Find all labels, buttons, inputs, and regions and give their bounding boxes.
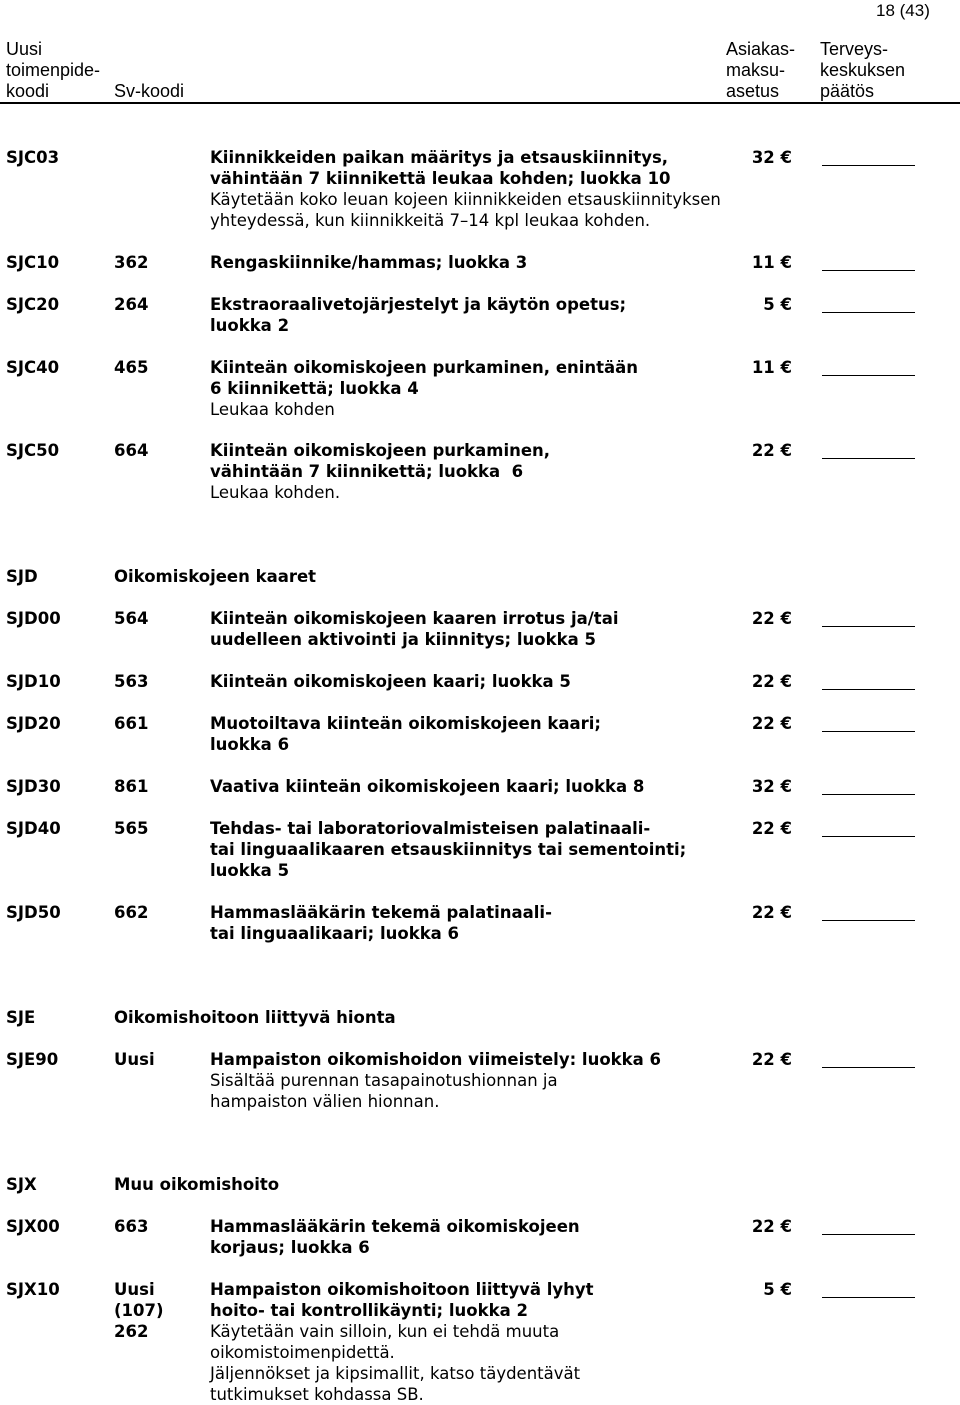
section-code: SJX [6, 1175, 37, 1194]
header-sv-code: Sv-koodi [114, 81, 185, 101]
decision-blank-line [822, 731, 915, 732]
desc-line: luokka 2 [210, 316, 290, 335]
desc-line: tai linguaalikaaren etsauskiinnitys tai sementointi; [210, 840, 687, 859]
header-rule [0, 102, 960, 104]
fee: 22 € [751, 903, 792, 922]
desc-note-line: Jäljennökset ja kipsimallit, katso täydentävät [210, 1364, 581, 1383]
sv-code: 663 [114, 1217, 149, 1236]
desc-line: tai linguaalikaari; luokka 6 [210, 924, 460, 943]
procedure-code: SJD10 [6, 672, 61, 691]
desc-line: luokka 5 [210, 861, 290, 880]
procedure-description [210, 1216, 760, 1258]
decision-blank-line [822, 689, 915, 690]
procedure-description [210, 1279, 760, 1405]
procedure-code: SJC10 [6, 253, 60, 272]
desc-line: hoito- tai kontrollikäynti; luokka 2 [210, 1301, 528, 1320]
procedure-code: SJX00 [6, 1217, 60, 1236]
desc-line: Hampaiston oikomishoidon viimeistely: luokka 6 [210, 1050, 661, 1069]
desc-line: Rengaskiinnike/hammas; luokka 3 [210, 253, 528, 272]
decision-blank-line [822, 1297, 915, 1298]
fee: 11 € [751, 358, 792, 377]
desc-line: 6 kiinnikettä; luokka 4 [210, 379, 419, 398]
procedure-code: SJC40 [6, 358, 60, 377]
sv-code: 664 [114, 441, 149, 460]
fee: 32 € [751, 148, 792, 167]
desc-line: luokka 6 [210, 735, 290, 754]
desc-line: Ekstraoraalivetojärjestelyt ja käytön opetus; [210, 295, 627, 314]
procedure-description [210, 608, 760, 650]
procedure-code: SJD20 [6, 714, 61, 733]
desc-line: Kiinteän oikomiskojeen purkaminen, enintään [210, 358, 639, 377]
procedure-description [210, 713, 760, 755]
desc-line: uudelleen aktivointi ja kiinnitys; luokka 5 [210, 630, 596, 649]
desc-line: Kiinteän oikomiskojeen kaari; luokka 5 [210, 672, 571, 691]
desc-line: Kiinteän oikomiskojeen kaaren irrotus ja/tai [210, 609, 619, 628]
procedure-description [210, 252, 760, 273]
procedure-description [210, 818, 760, 881]
desc-line: Hammaslääkärin tekemä palatinaali- [210, 903, 552, 922]
sv-code: 465 [114, 358, 149, 377]
desc-line: vähintään 7 kiinnikettä leukaa kohden; luokka 10 [210, 169, 671, 188]
decision-blank-line [822, 375, 915, 376]
section-title: Oikomishoitoon liittyvä hionta [114, 1008, 396, 1027]
decision-blank-line [822, 920, 915, 921]
sv-code: Uusi (107) 262 [114, 1280, 164, 1341]
decision-blank-line [822, 165, 915, 166]
desc-note-line: Leukaa kohden [210, 400, 335, 419]
header-hc-decision: Terveys- keskuksen päätös [820, 39, 906, 101]
section-code: SJD [6, 567, 38, 586]
fee: 22 € [751, 672, 792, 691]
fee: 5 € [763, 1280, 792, 1299]
desc-line: Kiinteän oikomiskojeen purkaminen, [210, 441, 551, 460]
fee: 11 € [751, 253, 792, 272]
procedure-description [210, 357, 760, 420]
procedure-description [210, 294, 760, 336]
decision-blank-line [822, 794, 915, 795]
fee: 22 € [751, 819, 792, 838]
desc-note-line: Leukaa kohden. [210, 483, 341, 502]
desc-line: Kiinnikkeiden paikan määritys ja etsauskiinnitys, [210, 148, 669, 167]
fee: 32 € [751, 777, 792, 796]
procedure-code: SJX10 [6, 1280, 60, 1299]
procedure-description [210, 671, 760, 692]
decision-blank-line [822, 312, 915, 313]
fee: 5 € [763, 295, 792, 314]
sv-code: 661 [114, 714, 149, 733]
page-number: 18 (43) [876, 1, 930, 20]
procedure-code: SJD50 [6, 903, 61, 922]
decision-blank-line [822, 626, 915, 627]
fee: 22 € [751, 609, 792, 628]
procedure-description [210, 1049, 760, 1112]
desc-line: Hampaiston oikomishoitoon liittyvä lyhyt [210, 1280, 594, 1299]
sv-code: Uusi [114, 1050, 155, 1069]
procedure-code: SJD30 [6, 777, 61, 796]
procedure-description [210, 147, 760, 231]
decision-blank-line [822, 1234, 915, 1235]
decision-blank-line [822, 1067, 915, 1068]
section-code: SJE [6, 1008, 36, 1027]
procedure-description [210, 440, 760, 503]
sv-code: 861 [114, 777, 149, 796]
procedure-code: SJE90 [6, 1050, 59, 1069]
fee: 22 € [751, 1050, 792, 1069]
desc-line: Muotoiltava kiinteän oikomiskojeen kaari; [210, 714, 601, 733]
sv-code: 264 [114, 295, 149, 314]
decision-blank-line [822, 836, 915, 837]
procedure-description [210, 902, 760, 944]
sv-code: 564 [114, 609, 149, 628]
procedure-code: SJC20 [6, 295, 60, 314]
procedure-code: SJC03 [6, 148, 60, 167]
desc-line: Tehdas- tai laboratoriovalmisteisen palatinaali- [210, 819, 651, 838]
desc-note-line: Sisältää purennan tasapainotushionnan ja [210, 1071, 558, 1090]
header-fee-decree: Asiakas- maksu- asetus [726, 39, 796, 101]
desc-note-line: yhteydessä, kun kiinnikkeitä 7–14 kpl leukaa kohden. [210, 211, 651, 230]
desc-line: Vaativa kiinteän oikomiskojeen kaari; luokka 8 [210, 777, 645, 796]
sv-code: 662 [114, 903, 149, 922]
sv-code: 362 [114, 253, 149, 272]
fee: 22 € [751, 441, 792, 460]
section-title: Oikomiskojeen kaaret [114, 567, 317, 586]
section-title: Muu oikomishoito [114, 1175, 280, 1194]
decision-blank-line [822, 458, 915, 459]
desc-note-line: hampaiston välien hionnan. [210, 1092, 440, 1111]
desc-note-line: tutkimukset kohdassa SB. [210, 1385, 424, 1404]
procedure-code: SJC50 [6, 441, 60, 460]
fee: 22 € [751, 714, 792, 733]
desc-note-line: Käytetään vain silloin, kun ei tehdä muuta [210, 1322, 560, 1341]
desc-line: korjaus; luokka 6 [210, 1238, 370, 1257]
header-new-code: Uusi toimenpide- koodi [6, 39, 101, 101]
desc-note-line: oikomistoimenpidettä. [210, 1343, 395, 1362]
sv-code: 563 [114, 672, 149, 691]
fee: 22 € [751, 1217, 792, 1236]
procedure-code: SJD40 [6, 819, 61, 838]
desc-line: vähintään 7 kiinnikettä; luokka 6 [210, 462, 524, 481]
sv-code: 565 [114, 819, 149, 838]
procedure-description [210, 776, 760, 797]
desc-line: Hammaslääkärin tekemä oikomiskojeen [210, 1217, 580, 1236]
desc-note-line: Käytetään koko leuan kojeen kiinnikkeiden etsauskiinnityksen [210, 190, 721, 209]
decision-blank-line [822, 270, 915, 271]
procedure-code: SJD00 [6, 609, 61, 628]
